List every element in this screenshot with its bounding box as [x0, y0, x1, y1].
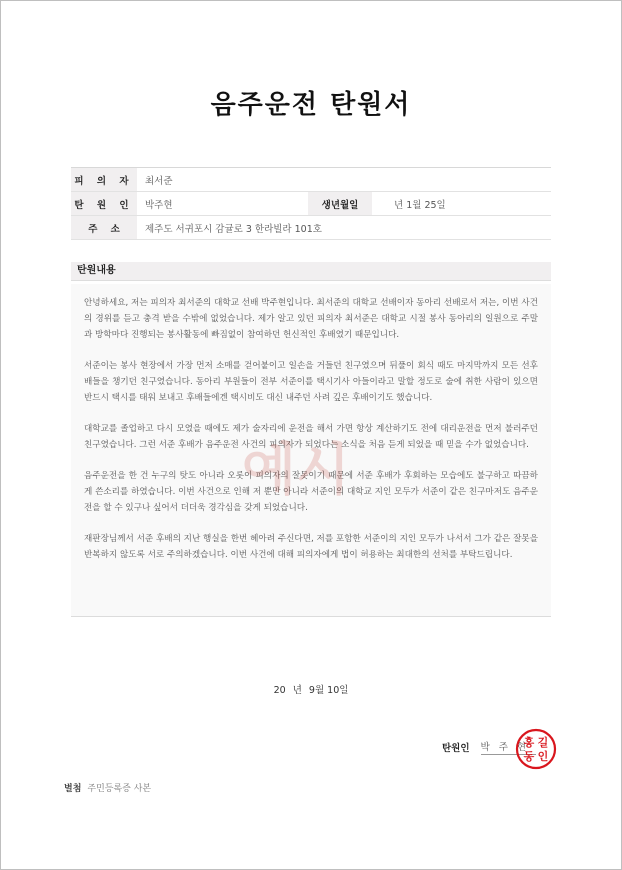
info-row-suspect: [71, 168, 551, 192]
birth-label: 생년월일: [308, 192, 372, 215]
paragraph: 대학교를 졸업하고 다시 모였을 때에도 제가 술자리에 운전을 해서 가면 항상 계산하기도 전에 대리운전을 먼저 불러주던 친구였습니다. 그런 서준 후배가 음주운전 사건의 피의자가 되었다는 소식을 처음 듣게 되었을 때 믿을 수가 없었습니다.: [84, 424, 538, 450]
seal-stamp-icon: [514, 727, 558, 771]
sign-name: 박 주 현: [481, 739, 536, 755]
date-year-suffix: 년: [292, 685, 302, 696]
petition-content-section: [71, 262, 551, 617]
address-value: 제주도 서귀포시 감귤로 3 한라빌라 101호: [145, 223, 322, 235]
petitioner-value: 박주현: [145, 199, 173, 211]
petition-body: [71, 284, 551, 617]
attachment-note: [64, 781, 151, 794]
svg-text:길: 길: [537, 736, 549, 749]
birth-value: 년 1월 25일: [394, 199, 446, 211]
paragraph: 안녕하세요, 저는 피의자 최서준의 대학교 선배 박주현입니다. 최서준의 대학교 선배이자 동아리 선배로서 저는, 이번 사건의 경위를 듣고 충격 받을 수밖에 없었습니다. 제가 알고 있던 피의자 최서준은 대학교 시절 봉사 동아리의 일원으로 주말과 방학마다 진행되는 봉사활동에 빠짐없이 참여하던 헌신적인 후배였기 때문입니다.: [84, 298, 538, 340]
date-year: 20: [273, 685, 286, 696]
suspect-label: 피 의 자: [71, 168, 137, 191]
date-month-day: 9월 10일: [308, 685, 349, 696]
suspect-value: 최서준: [145, 175, 173, 187]
svg-text:홍: 홍: [523, 736, 535, 749]
attachment-value: 주민등록증 사본: [87, 784, 152, 794]
section-title: 탄원내용: [71, 262, 551, 281]
paragraph: 재판장님께서 서준 후배의 지난 행실을 한번 헤아려 주신다면, 저를 포함한 서준이의 지인 모두가 나서서 그가 같은 잘못을 반복하지 않도록 서로 주의하겠습니다. 이번 사건에 대해 피의자에게 법이 허용하는 최대한의 선처를 부탁드립니다.: [84, 534, 538, 560]
address-label: 주 소: [71, 216, 137, 239]
info-row-petitioner: [71, 192, 551, 216]
svg-text:인: 인: [537, 750, 549, 763]
document-title: 음주운전 탄원서: [210, 90, 412, 120]
petitioner-label: 탄 원 인: [71, 192, 137, 215]
attachment-label: 별첨: [64, 784, 82, 794]
sign-label: 탄원인: [442, 743, 470, 754]
info-table: [71, 167, 551, 240]
paragraph: 서준이는 봉사 현장에서 가장 먼저 소매를 걷어붙이고 일손을 거들던 친구였으며 뒤풀이 회식 때도 마지막까지 모든 선후배들을 챙기던 친구였습니다. 동아리 부원들이 전부 서준이를 택시기사 아들이라고 말할 정도로 술에 취한 사람이 있으면 반드시 택시를 태워 보내고 후배들에겐 택시비도 대신 내주던 사려 깊은 후배이기도 했습니다.: [84, 361, 538, 403]
info-row-address: [71, 216, 551, 240]
petition-date: [1, 682, 621, 696]
paragraph: 음주운전을 한 건 누구의 탓도 아니라 오롯이 피의자의 잘못이기 때문에 서준 후배가 후회하는 모습에도 불구하고 따끔하게 쓴소리를 하였습니다. 이번 사건으로 인해 저 뿐만 아니라 서준이의 대학교 지인 모두가 서준이 같은 친구마저도 음주운전을 할 수 있구나 싶어서 더더욱 경각심을 갖게 되었습니다.: [84, 471, 538, 513]
svg-text:동: 동: [523, 750, 535, 763]
